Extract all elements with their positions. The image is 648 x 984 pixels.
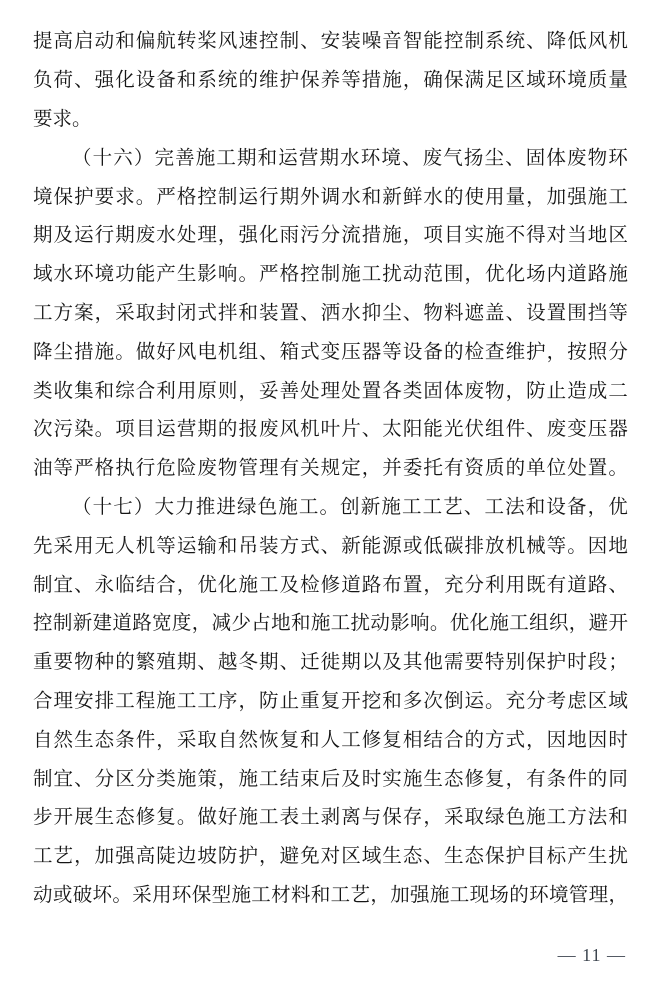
paragraph-item-16-line: 期 及 运 行 期 废 水 处 理 ， 强 化 雨 污 分 流 措 施 ， 项 目 实 施 不 得 对 当 地 区 bbox=[33, 225, 628, 247]
paragraph-item-17-line: 自 然 生 态 条 件 ， 采 取 自 然 恢 复 和 人 工 修 复 相 结 合 的 方 式 ， 因 地 因 时 bbox=[33, 729, 628, 751]
paragraph-item-17-line: 动 或 破 坏 。 采 用 环 保 型 施 工 材 料 和 工 艺 ， 加 强 施 工 现 场 的 环 境 管 理 ， bbox=[33, 884, 628, 906]
page-number-footer: — 11 — bbox=[557, 945, 626, 965]
paragraph-item-16-line: 工 方 案 ， 采 取 封 闭 式 拌 和 装 置 、 洒 水 抑 尘 、 物 料 遮 盖 、 设 置 围 挡 等 bbox=[33, 302, 628, 324]
paragraph-item-16-line: 域 水 环 境 功 能 产 生 影 响 。 严 格 控 制 施 工 扰 动 范 围 ， 优 化 场 内 道 路 施 bbox=[33, 264, 628, 286]
paragraph-item-17-line: 步 开 展 生 态 修 复 。 做 好 施 工 表 土 剥 离 与 保 存 ， 采 取 绿 色 施 工 方 法 和 bbox=[33, 807, 628, 829]
paragraph-continuation-line: 负 荷 、 强 化 设 备 和 系 统 的 维 护 保 养 等 措 施 ， 确 保 满 足 区 域 环 境 质 量 bbox=[33, 70, 628, 92]
paragraph-item-17-line: 重 要 物 种 的 繁 殖 期 、 越 冬 期 、 迁 徙 期 以 及 其 他 需 要 特 别 保 护 时 段 ； bbox=[33, 652, 628, 674]
paragraph-item-16-line: 次 污 染 。 项 目 运 营 期 的 报 废 风 机 叶 片 、 太 阳 能 光 伏 组 件 、 废 变 压 器 bbox=[33, 419, 628, 441]
paragraph-item-17-line: 合 理 安 排 工 程 施 工 工 序 ， 防 止 重 复 开 挖 和 多 次 倒 运 。 充 分 考 虑 区 域 bbox=[33, 690, 628, 712]
paragraph-item-17-line: 制 宜 、 分 区 分 类 施 策 ， 施 工 结 束 后 及 时 实 施 生 态 修 复 ， 有 条 件 的 同 bbox=[33, 768, 628, 790]
paragraph-item-16-line: 降 尘 措 施 。 做 好 风 电 机 组 、 箱 式 变 压 器 等 设 备 的 检 查 维 护 ， 按 照 分 bbox=[33, 341, 628, 363]
paragraph-item-17-line: 控 制 新 建 道 路 宽 度 ， 减 少 占 地 和 施 工 扰 动 影 响 。 优 化 施 工 组 织 ， 避 开 bbox=[33, 613, 628, 635]
paragraph-item-16-line: （ 十 六 ） 完 善 施 工 期 和 运 营 期 水 环 境 、 废 气 扬 尘 、 固 体 废 物 环 bbox=[72, 147, 628, 169]
paragraph-item-16-line: 境 保 护 要 求 。 严 格 控 制 运 行 期 外 调 水 和 新 鲜 水 的 使 用 量 ， 加 强 施 工 bbox=[33, 186, 628, 208]
paragraph-item-17-line: 制 宜 、 永 临 结 合 ， 优 化 施 工 及 检 修 道 路 布 置 ， 充 分 利 用 既 有 道 路 、 bbox=[33, 574, 628, 596]
paragraph-item-17-line: （ 十 七 ） 大 力 推 进 绿 色 施 工 。 创 新 施 工 工 艺 、 工 法 和 设 备 ， 优 bbox=[72, 496, 628, 518]
paragraph-item-17-line: 先 采 用 无 人 机 等 运 输 和 吊 装 方 式 、 新 能 源 或 低 碳 排 放 机 械 等 。 因 地 bbox=[33, 535, 628, 557]
document-body-text bbox=[33, 20, 628, 912]
paragraph-continuation-line: 提 高 启 动 和 偏 航 转 桨 风 速 控 制 、 安 装 噪 音 智 能 控 制 系 统 、 降 低 风 机 bbox=[33, 31, 628, 53]
paragraph-item-16-line: 类 收 集 和 综 合 利 用 原 则 ， 妥 善 处 理 处 置 各 类 固 体 废 物 ， 防 止 造 成 二 bbox=[33, 380, 628, 402]
paragraph-item-17-line: 工 艺 ， 加 强 高 陡 边 坡 防 护 ， 避 免 对 区 域 生 态 、 生 态 保 护 目 标 产 生 扰 bbox=[33, 846, 628, 868]
paragraph-item-16-line: 油 等 严 格 执 行 危 险 废 物 管 理 有 关 规 定 ， 并 委 托 有 资 质 的 单 位 处 置 。 bbox=[33, 458, 628, 480]
paragraph-continuation-line: 要求。 bbox=[33, 108, 92, 130]
